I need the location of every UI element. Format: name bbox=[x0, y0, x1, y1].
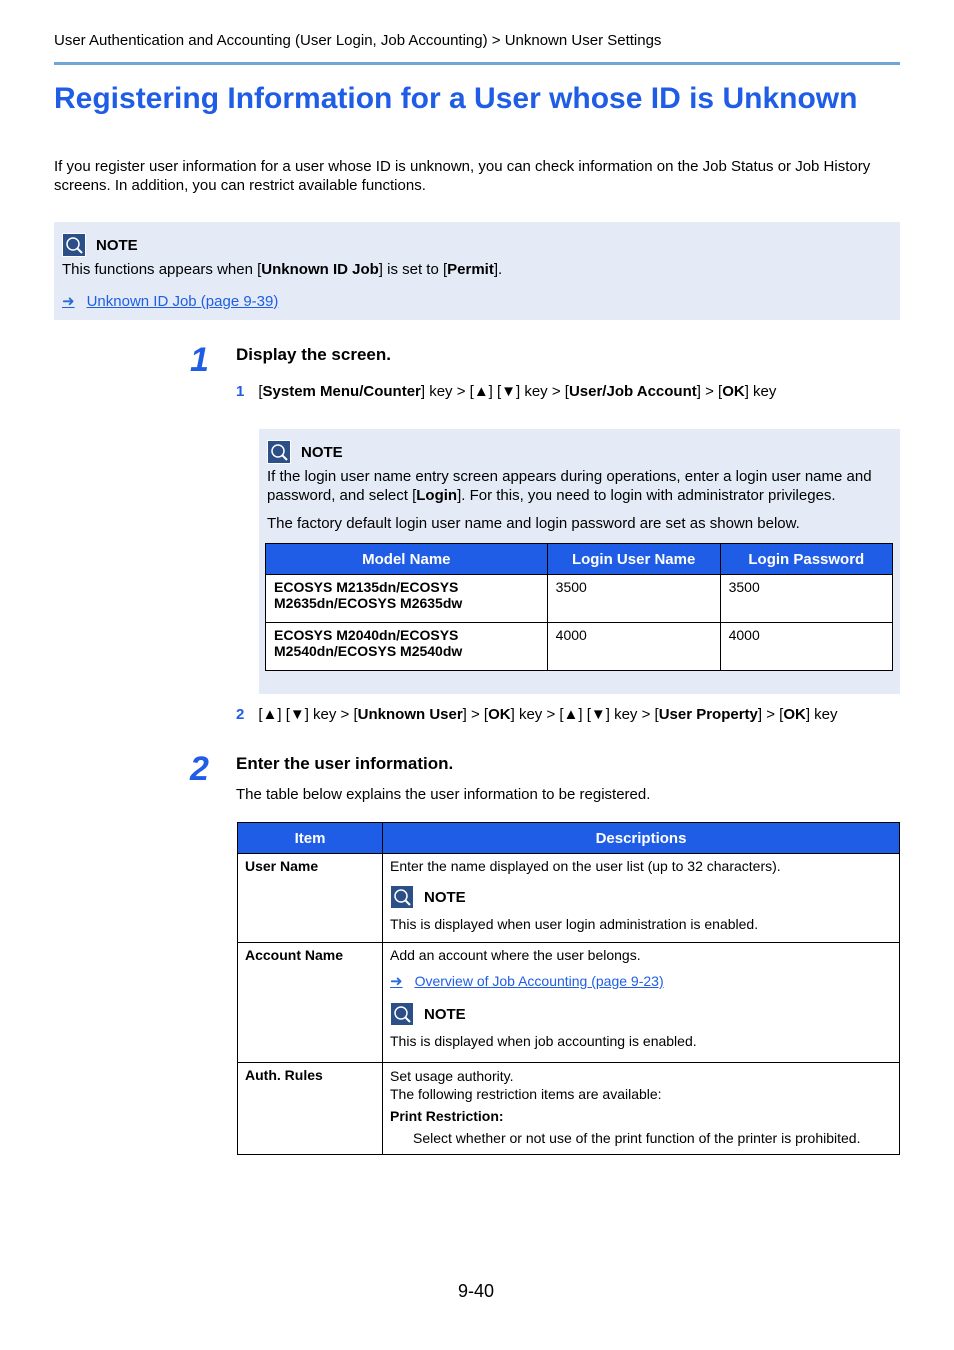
table-row: Account Name Add an account where the user belongs. ➜ Overview of Job Accounting (page 9-23) NOTE This is displayed when job accounting is enabled. bbox=[238, 943, 900, 1063]
step-heading: Enter the user information. bbox=[236, 754, 454, 773]
table-header: Descriptions bbox=[383, 823, 900, 854]
note-header: NOTE bbox=[390, 1002, 892, 1026]
table-row: Auth. Rules Set usage authority. The following restriction items are available: Print Restriction: Select whether or not use of the print function of the printer is prohibited. bbox=[238, 1063, 900, 1155]
table-header: Login User Name bbox=[547, 544, 720, 575]
table-row: ECOSYS M2040dn/ECOSYS M2540dn/ECOSYS M2540dw 4000 4000 bbox=[266, 623, 893, 671]
account-link[interactable]: ➜ Overview of Job Accounting (page 9-23) bbox=[390, 973, 664, 990]
intro-text: If you register user information for a user whose ID is unknown, you can check information on the Job Status or Job History screens. In addition, you can restrict available functions. bbox=[54, 158, 871, 194]
step-number: 2 bbox=[190, 750, 209, 788]
note-icon bbox=[267, 440, 291, 464]
table-row: User Name Enter the name displayed on the user list (up to 32 characters). NOTE This is displayed when user login administration is enabled. bbox=[238, 854, 900, 943]
step-description: The table below explains the user information to be registered. bbox=[236, 786, 651, 803]
note-icon bbox=[62, 233, 86, 257]
substep-1: 1 [System Menu/Counter] key > [▲] [▼] key > [User/Job Account] > [OK] key bbox=[236, 383, 777, 400]
step-heading: Display the screen. bbox=[236, 345, 391, 364]
breadcrumb: User Authentication and Accounting (User Login, Job Accounting) > Unknown User Settings bbox=[54, 32, 662, 49]
login-table bbox=[265, 543, 893, 671]
table-row: ECOSYS M2135dn/ECOSYS M2635dn/ECOSYS M2635dw 3500 3500 bbox=[266, 575, 893, 623]
note-text: If the login user name entry screen appears during operations, enter a login user name and password, and select [Login]. For this, you need to login with administrator privileges. bbox=[267, 468, 872, 504]
note-icon bbox=[390, 1002, 414, 1026]
page-number: 9-40 bbox=[458, 1281, 495, 1301]
table-header: Login Password bbox=[720, 544, 892, 575]
table-header: Item bbox=[238, 823, 383, 854]
arrow-right-icon: ➜ bbox=[390, 973, 403, 990]
note-text: This functions appears when [Unknown ID Job] is set to [Permit]. bbox=[62, 261, 503, 278]
header-rule bbox=[54, 62, 900, 65]
note-text-2: The factory default login user name and login password are set as shown below. bbox=[267, 515, 800, 532]
note-label: NOTE bbox=[96, 236, 138, 254]
note-box bbox=[54, 222, 900, 320]
note-header bbox=[267, 440, 343, 464]
table-header: Model Name bbox=[266, 544, 548, 575]
step-number: 1 bbox=[190, 341, 209, 379]
note-box-login bbox=[259, 429, 900, 694]
substep-2: 2 [▲] [▼] key > [Unknown User] > [OK] key > [▲] [▼] key > [User Property] > [OK] key bbox=[236, 706, 838, 723]
note-header bbox=[62, 233, 138, 257]
user-info-table bbox=[237, 822, 900, 1155]
note-icon bbox=[390, 885, 414, 909]
note-link[interactable]: ➜ Unknown ID Job (page 9-39) bbox=[62, 292, 279, 310]
note-header: NOTE bbox=[390, 885, 892, 909]
note-label: NOTE bbox=[301, 443, 343, 461]
arrow-right-icon: ➜ bbox=[62, 293, 75, 310]
page-title: Registering Information for a User whose ID is Unknown bbox=[54, 82, 858, 115]
